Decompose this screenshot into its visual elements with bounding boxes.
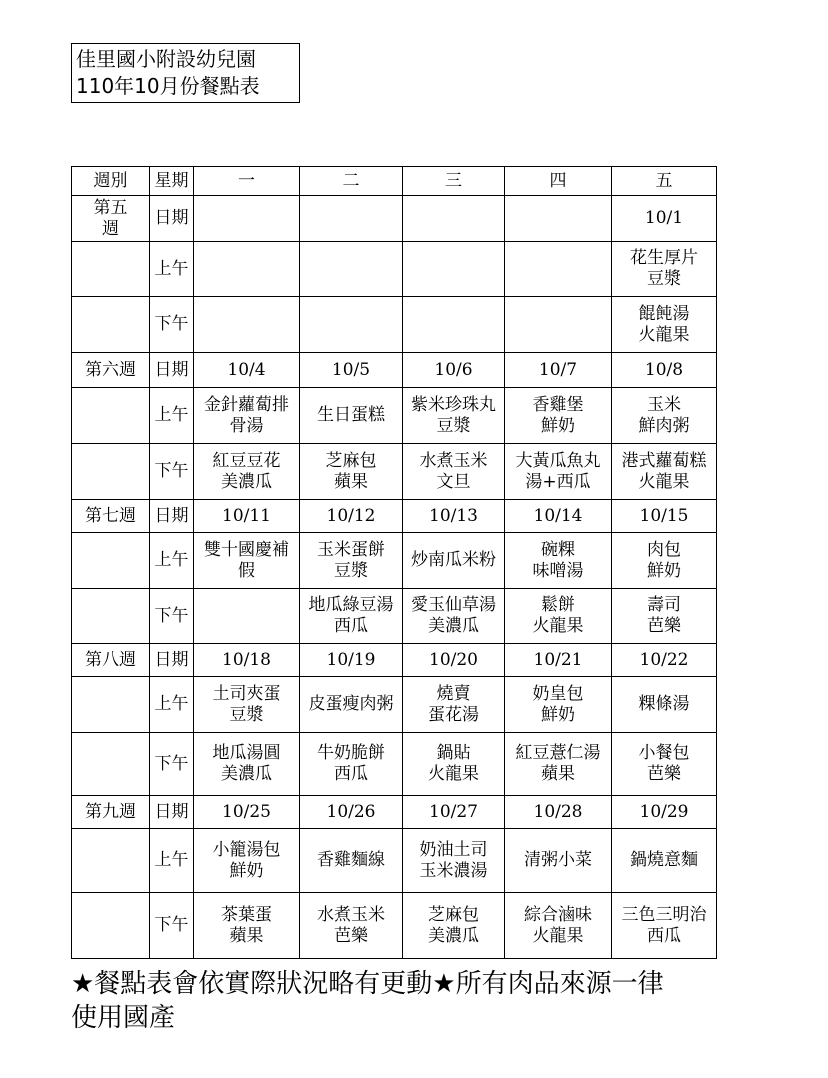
week-empty-cell [72, 444, 150, 500]
meal-cell [194, 733, 300, 796]
morning-snack-row [72, 677, 717, 733]
meal-cell [505, 893, 612, 959]
meal-item-line: 火龍果 [638, 471, 690, 492]
date-row [72, 196, 717, 242]
day-header: 五 [612, 167, 717, 196]
meal-item-line: 地瓜湯圓 [212, 743, 281, 763]
meal-item-line: 火龍果 [532, 925, 584, 946]
meal-item-line: 雙十國慶補 [204, 539, 289, 560]
meal-item-line: 美濃瓜 [428, 616, 479, 636]
meal-item-line: 文旦 [436, 471, 471, 492]
week-empty-cell [72, 388, 150, 444]
meal-cell [505, 677, 612, 733]
week-label [72, 796, 150, 829]
header-row [72, 167, 717, 196]
week-label [72, 500, 150, 533]
meal-time-label: 上午 [150, 533, 194, 589]
meal-cell [612, 297, 717, 353]
date-cell: 10/29 [612, 796, 717, 829]
meal-cell [194, 893, 300, 959]
meal-cell [505, 297, 612, 353]
date-cell: 10/22 [612, 644, 717, 677]
meal-cell [194, 444, 300, 500]
meal-cell [300, 733, 403, 796]
date-cell: 10/15 [612, 500, 717, 533]
date-row-label: 日期 [150, 796, 194, 829]
meal-item-line: 鮮奶 [541, 704, 575, 725]
meal-item-line: 水煮玉米 [317, 904, 385, 925]
meal-item-line: 火龍果 [532, 616, 584, 636]
meal-item-line: 炒南瓜米粉 [411, 550, 496, 570]
week-label [72, 644, 150, 677]
date-cell: 10/7 [505, 353, 612, 388]
meal-cell [194, 242, 300, 297]
meal-item-line: 三色三明治 [621, 904, 707, 925]
week-label-line: 第七週 [85, 505, 136, 526]
afternoon-snack-row [72, 444, 717, 500]
meal-cell [612, 893, 717, 959]
meal-cell [194, 533, 300, 589]
date-cell: 10/18 [194, 644, 300, 677]
meal-item-line: 美濃瓜 [221, 764, 272, 784]
meal-item-line: 鍋貼 [436, 743, 471, 763]
meal-item-line: 鮮奶 [647, 560, 681, 581]
meal-item-line: 小籠湯包 [212, 839, 281, 860]
meal-item-line: 西瓜 [334, 764, 368, 784]
morning-snack-row [72, 533, 717, 589]
meal-item-line: 味噌湯 [532, 560, 584, 581]
meal-item-line: 紅豆薏仁湯 [515, 743, 601, 763]
meal-item-line: 蘋果 [229, 925, 264, 946]
menu-month-title: 110年10月份餐點表 [76, 74, 260, 98]
week-empty-cell [72, 829, 150, 893]
meal-cell [505, 388, 612, 444]
meal-item-line: 蛋花湯 [428, 704, 479, 725]
footer-line-2: 使用國產 [71, 1003, 176, 1033]
meal-item-line: 壽司 [647, 595, 681, 615]
date-cell [505, 196, 612, 242]
meal-cell [505, 242, 612, 297]
meal-cell [403, 444, 505, 500]
meal-item-line: 小餐包 [638, 743, 690, 763]
meal-cell [505, 589, 612, 644]
meal-item-line: 皮蛋瘦肉粥 [308, 694, 394, 714]
meal-item-line: 牛奶脆餅 [317, 743, 385, 763]
meal-item-line: 芭樂 [647, 764, 681, 784]
meal-cell [194, 829, 300, 893]
meal-cell [300, 677, 403, 733]
meal-cell [403, 733, 505, 796]
week-empty-cell [72, 533, 150, 589]
footer-note [71, 967, 771, 1035]
meal-cell [612, 589, 717, 644]
meal-cell [403, 533, 505, 589]
meal-cell [194, 297, 300, 353]
meal-item-line: 餛飩湯 [638, 303, 690, 324]
date-row-label: 日期 [150, 644, 194, 677]
week-empty-cell [72, 677, 150, 733]
afternoon-snack-row [72, 297, 717, 353]
date-row [72, 353, 717, 388]
date-cell: 10/19 [300, 644, 403, 677]
morning-snack-row [72, 388, 717, 444]
date-cell: 10/13 [403, 500, 505, 533]
meal-cell [403, 297, 505, 353]
meal-time-label: 上午 [150, 388, 194, 444]
meal-item-line: 奶油土司 [419, 839, 488, 860]
meal-item-line: 蘋果 [541, 764, 575, 784]
date-row [72, 500, 717, 533]
meal-item-line: 奶皇包 [532, 683, 584, 704]
week-empty-cell [72, 589, 150, 644]
date-cell: 10/12 [300, 500, 403, 533]
day-header: 二 [300, 167, 403, 196]
date-cell [300, 196, 403, 242]
meal-cell [505, 533, 612, 589]
week-empty-cell [72, 893, 150, 959]
meal-item-line: 燒賣 [436, 683, 471, 704]
meal-cell [403, 677, 505, 733]
meal-item-line: 火龍果 [638, 324, 690, 345]
weekday-column-header: 星期 [150, 167, 194, 196]
meal-item-line: 蘋果 [334, 471, 368, 492]
meal-cell [403, 242, 505, 297]
date-cell: 10/6 [403, 353, 505, 388]
meal-cell [194, 388, 300, 444]
morning-snack-row [72, 829, 717, 893]
day-header: 四 [505, 167, 612, 196]
meal-item-line: 港式蘿蔔糕 [621, 450, 707, 471]
meal-item-line: 豆漿 [334, 560, 368, 581]
meal-item-line: 玉米 [647, 394, 681, 415]
meal-cell [612, 242, 717, 297]
date-cell: 10/4 [194, 353, 300, 388]
meal-item-line: 芝麻包 [428, 904, 479, 925]
meal-cell [505, 444, 612, 500]
meal-cell [612, 444, 717, 500]
meal-cell [612, 829, 717, 893]
meal-cell [300, 533, 403, 589]
date-cell: 10/14 [505, 500, 612, 533]
meal-item-line: 花生厚片 [630, 248, 698, 268]
meal-cell [612, 533, 717, 589]
date-cell: 10/28 [505, 796, 612, 829]
meal-cell [300, 589, 403, 644]
date-cell: 10/20 [403, 644, 505, 677]
meal-cell [403, 893, 505, 959]
week-empty-cell [72, 733, 150, 796]
meal-item-line: 土司夾蛋 [212, 683, 281, 704]
meal-item-line: 豆漿 [436, 415, 471, 436]
meal-item-line: 香雞堡 [532, 394, 584, 415]
meal-item-line: 湯+西瓜 [525, 471, 591, 492]
meal-item-line: 水煮玉米 [419, 450, 488, 471]
date-cell [403, 196, 505, 242]
meal-cell [300, 893, 403, 959]
meal-item-line: 豆漿 [647, 269, 681, 289]
week-label-line: 第五 [93, 197, 128, 218]
day-header: 三 [403, 167, 505, 196]
week-label-line: 第八週 [85, 649, 136, 670]
week-empty-cell [72, 297, 150, 353]
meal-cell [194, 589, 300, 644]
meal-item-line: 地瓜綠豆湯 [308, 595, 394, 615]
meal-item-line: 芭樂 [334, 925, 368, 946]
meal-item-line: 玉米蛋餅 [317, 539, 385, 560]
meal-item-line: 西瓜 [334, 616, 368, 636]
meal-item-line: 芝麻包 [325, 450, 377, 471]
meal-item-line: 美濃瓜 [428, 925, 479, 946]
week-label-line: 第九週 [85, 801, 136, 822]
date-row [72, 796, 717, 829]
week-label-line: 週 [102, 218, 119, 239]
meal-item-line: 鮮奶 [541, 415, 575, 436]
date-cell [194, 196, 300, 242]
meal-table-body [72, 167, 717, 959]
meal-time-label: 上午 [150, 677, 194, 733]
meal-item-line: 粿條湯 [638, 694, 690, 714]
meal-cell [403, 829, 505, 893]
meal-item-line: 玉米濃湯 [419, 860, 488, 881]
meal-time-label: 上午 [150, 829, 194, 893]
meal-time-label: 下午 [150, 893, 194, 959]
meal-item-line: 大黃瓜魚丸 [515, 450, 601, 471]
date-row-label: 日期 [150, 196, 194, 242]
week-column-header: 週別 [72, 167, 150, 196]
meal-cell [300, 242, 403, 297]
date-cell: 10/25 [194, 796, 300, 829]
meal-item-line: 紅豆豆花 [212, 450, 281, 471]
meal-cell [612, 388, 717, 444]
meal-table [71, 166, 717, 959]
meal-item-line: 香雞麵線 [317, 850, 385, 870]
meal-cell [300, 297, 403, 353]
date-cell: 10/1 [612, 196, 717, 242]
date-cell: 10/27 [403, 796, 505, 829]
meal-item-line: 茶葉蛋 [221, 904, 272, 925]
meal-cell [300, 388, 403, 444]
meal-cell [403, 388, 505, 444]
meal-item-line: 生日蛋糕 [317, 405, 385, 425]
date-row-label: 日期 [150, 500, 194, 533]
meal-time-label: 上午 [150, 242, 194, 297]
date-cell: 10/5 [300, 353, 403, 388]
meal-cell [194, 677, 300, 733]
meal-item-line: 火龍果 [428, 764, 479, 784]
meal-item-line: 鬆餅 [541, 595, 575, 615]
meal-time-label: 下午 [150, 589, 194, 644]
morning-snack-row [72, 242, 717, 297]
date-row-label: 日期 [150, 353, 194, 388]
meal-cell [505, 829, 612, 893]
meal-item-line: 金針蘿蔔排 [204, 394, 289, 415]
meal-item-line: 清粥小菜 [524, 850, 592, 870]
meal-item-line: 美濃瓜 [221, 471, 272, 492]
week-label [72, 353, 150, 388]
meal-cell [300, 829, 403, 893]
date-cell: 10/21 [505, 644, 612, 677]
footer-line-1: ★餐點表會依實際狀況略有更動★所有肉品來源一律 [71, 969, 664, 999]
meal-time-label: 下午 [150, 444, 194, 500]
meal-cell [300, 444, 403, 500]
meal-cell [612, 677, 717, 733]
meal-item-line: 紫米珍珠丸 [411, 394, 496, 415]
meal-time-label: 下午 [150, 733, 194, 796]
meal-item-line: 骨湯 [229, 415, 264, 436]
day-header: 一 [194, 167, 300, 196]
title-box [71, 43, 300, 103]
meal-item-line: 鮮奶 [229, 860, 264, 881]
meal-time-label: 下午 [150, 297, 194, 353]
meal-item-line: 綜合滷味 [524, 904, 592, 925]
meal-cell [403, 589, 505, 644]
meal-cell [612, 733, 717, 796]
meal-item-line: 假 [238, 560, 255, 581]
meal-item-line: 芭樂 [647, 616, 681, 636]
week-label [72, 196, 150, 242]
date-cell: 10/26 [300, 796, 403, 829]
afternoon-snack-row [72, 893, 717, 959]
meal-item-line: 鮮肉粥 [638, 415, 690, 436]
meal-item-line: 西瓜 [647, 925, 681, 946]
meal-cell [505, 733, 612, 796]
school-name: 佳里國小附設幼兒園 [76, 47, 256, 71]
date-cell: 10/8 [612, 353, 717, 388]
meal-item-line: 鍋燒意麵 [630, 850, 698, 870]
afternoon-snack-row [72, 733, 717, 796]
meal-item-line: 肉包 [647, 539, 681, 560]
afternoon-snack-row [72, 589, 717, 644]
week-label-line: 第六週 [85, 359, 136, 380]
meal-item-line: 豆漿 [229, 704, 264, 725]
meal-item-line: 愛玉仙草湯 [411, 595, 496, 615]
week-empty-cell [72, 242, 150, 297]
meal-item-line: 碗粿 [541, 539, 575, 560]
date-cell: 10/11 [194, 500, 300, 533]
date-row [72, 644, 717, 677]
